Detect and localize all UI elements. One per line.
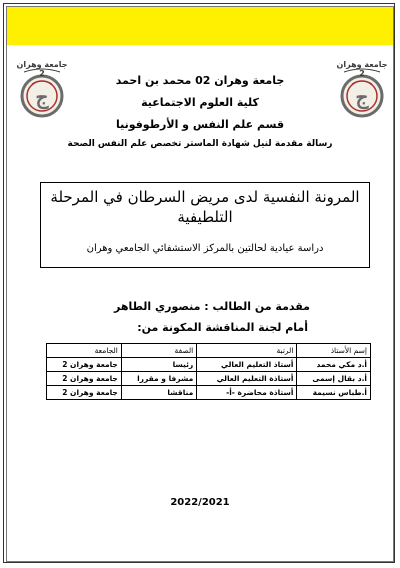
table-cell: جامعة وهران 2 bbox=[47, 386, 122, 400]
academic-year: 2022/2021 bbox=[170, 497, 230, 508]
table-cell: أ.د مكي محمد bbox=[297, 358, 371, 372]
column-header: الجامعة bbox=[47, 344, 122, 358]
university-name: جامعة وهران 02 محمد بن احمد bbox=[115, 74, 285, 87]
committee-table bbox=[46, 343, 371, 400]
table-cell: جامعة وهران 2 bbox=[47, 358, 122, 372]
table-cell: أستاذة محاضرة -أ- bbox=[197, 386, 297, 400]
department-name: قسم علم النفس و الأرطوفونيا bbox=[115, 118, 285, 131]
logo-right-caption: جامعة وهران 2 bbox=[336, 60, 388, 78]
thesis-title-box bbox=[40, 182, 370, 268]
table-row bbox=[47, 358, 371, 372]
thesis-subtitle: دراسة عيادية لحالتين بالمركز الاستشفائي الجامعي وهران bbox=[86, 243, 324, 254]
thesis-title: المرونة النفسية لدى مريض السرطان في المرحلة التلطيفية bbox=[50, 188, 360, 226]
table-header-row bbox=[47, 344, 371, 358]
table-cell: أ.د بقال إسمى bbox=[297, 372, 371, 386]
table-row bbox=[47, 386, 371, 400]
table-cell: أ.طباس نسيمة bbox=[297, 386, 371, 400]
top-banner bbox=[7, 7, 393, 45]
column-header: الرتبة bbox=[197, 344, 297, 358]
table-cell: مناقشا bbox=[121, 386, 196, 400]
logo-left-caption: جامعة وهران 2 bbox=[16, 60, 68, 78]
table-row bbox=[47, 372, 371, 386]
committee-heading: أمام لجنة المناقشة المكونة من: bbox=[137, 321, 308, 334]
column-header: الصفة bbox=[121, 344, 196, 358]
student-line: مقدمة من الطالب : منصوري الطاهر bbox=[113, 300, 310, 313]
table-cell: رئيسا bbox=[121, 358, 196, 372]
table-cell: جامعة وهران 2 bbox=[47, 372, 122, 386]
table-cell: مشرفا و مقررا bbox=[121, 372, 196, 386]
svg-text:ج: ج bbox=[355, 85, 369, 109]
column-header: إسم الأستاذ bbox=[297, 344, 371, 358]
faculty-name: كلية العلوم الاجتماعية bbox=[141, 96, 259, 109]
degree-statement: رسالة مقدمة لنيل شهادة الماستر تخصص علم النفس الصحة bbox=[67, 139, 333, 149]
university-logo-left bbox=[14, 60, 70, 120]
table-cell: أستاذة التعليم العالي bbox=[197, 372, 297, 386]
svg-text:ج: ج bbox=[35, 85, 49, 109]
university-logo-right bbox=[334, 60, 390, 120]
table-cell: أستاذ التعليم العالي bbox=[197, 358, 297, 372]
